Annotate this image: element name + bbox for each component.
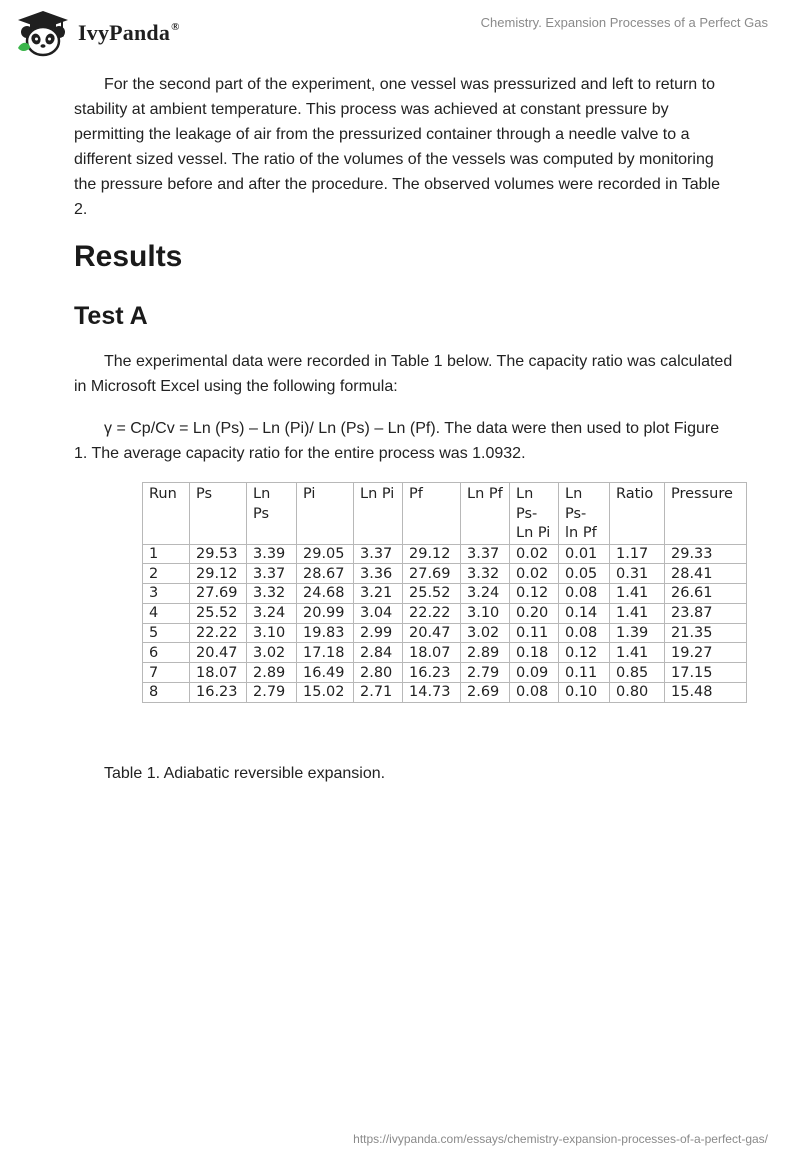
table-cell: 25.52 <box>190 603 247 623</box>
table-row <box>143 623 747 643</box>
column-header: Pi <box>297 483 354 545</box>
table-cell: 1.41 <box>610 643 665 663</box>
table-cell: 28.41 <box>665 564 747 584</box>
table-cell: 1 <box>143 544 190 564</box>
table-cell: 2.79 <box>247 683 297 703</box>
table-cell: 16.23 <box>403 663 461 683</box>
table-cell: 0.08 <box>510 683 559 703</box>
table-cell: 0.12 <box>510 584 559 604</box>
expansion-data-table <box>142 482 747 703</box>
table-cell: 0.02 <box>510 564 559 584</box>
table-cell: 0.12 <box>559 643 610 663</box>
table-cell: 2.79 <box>461 663 510 683</box>
document-title: Chemistry. Expansion Processes of a Perfect Gas <box>480 15 768 30</box>
page-header <box>0 0 800 70</box>
table-cell: 29.12 <box>190 564 247 584</box>
table-cell: 17.15 <box>665 663 747 683</box>
table-cell: 0.31 <box>610 564 665 584</box>
source-url[interactable]: https://ivypanda.com/essays/chemistry-expansion-processes-of-a-perfect-gas/ <box>353 1132 768 1146</box>
table-caption: Table 1. Adiabatic reversible expansion. <box>104 765 386 782</box>
table-cell: 15.48 <box>665 683 747 703</box>
table-cell: 0.08 <box>559 623 610 643</box>
table-cell: 3.24 <box>461 584 510 604</box>
table-cell: 29.05 <box>297 544 354 564</box>
test-a-heading: Test A <box>74 302 148 330</box>
table-cell: 22.22 <box>403 603 461 623</box>
column-header: Ln Ps- ln Pf <box>559 483 610 545</box>
table-cell: 3.24 <box>247 603 297 623</box>
table-cell: 19.27 <box>665 643 747 663</box>
table-cell: 14.73 <box>403 683 461 703</box>
table-cell: 4 <box>143 603 190 623</box>
table-cell: 2.71 <box>354 683 403 703</box>
table-cell: 2.99 <box>354 623 403 643</box>
table-cell: 19.83 <box>297 623 354 643</box>
table-cell: 3.10 <box>247 623 297 643</box>
table-cell: 1.41 <box>610 603 665 623</box>
table-cell: 20.47 <box>190 643 247 663</box>
table-header-row <box>143 483 747 545</box>
table-cell: 1.17 <box>610 544 665 564</box>
table-cell: 0.11 <box>559 663 610 683</box>
table-cell: 0.05 <box>559 564 610 584</box>
table-cell: 0.14 <box>559 603 610 623</box>
table-cell: 29.33 <box>665 544 747 564</box>
table-cell: 29.53 <box>190 544 247 564</box>
table-cell: 3 <box>143 584 190 604</box>
column-header: Run <box>143 483 190 545</box>
table-cell: 26.61 <box>665 584 747 604</box>
column-header: Ln Ps <box>247 483 297 545</box>
table-cell: 0.20 <box>510 603 559 623</box>
table-cell: 3.36 <box>354 564 403 584</box>
brand-logo[interactable] <box>14 8 180 58</box>
table-cell: 15.02 <box>297 683 354 703</box>
table-cell: 5 <box>143 623 190 643</box>
table-cell: 29.12 <box>403 544 461 564</box>
table-cell: 25.52 <box>403 584 461 604</box>
table-cell: 27.69 <box>190 584 247 604</box>
table-cell: 3.10 <box>461 603 510 623</box>
table-cell: 6 <box>143 643 190 663</box>
table-cell: 3.32 <box>461 564 510 584</box>
table-cell: 3.39 <box>247 544 297 564</box>
table-cell: 3.02 <box>461 623 510 643</box>
table-cell: 0.01 <box>559 544 610 564</box>
table-row <box>143 683 747 703</box>
table-cell: 23.87 <box>665 603 747 623</box>
table-cell: 21.35 <box>665 623 747 643</box>
table-cell: 3.37 <box>461 544 510 564</box>
column-header: Ln Ps- Ln Pi <box>510 483 559 545</box>
table-cell: 20.47 <box>403 623 461 643</box>
intro-paragraph: For the second part of the experiment, one vessel was pressurized and left to return to stability at ambient temperature. This process was achieved at constant pressure by permitting the leakage of air from the pressurized container through a needle valve to a different sized vessel. The ratio of the volumes of the vessels was computed by monitoring the pressure before and after the procedure. The observed volumes were recorded in Table 2. <box>74 76 721 218</box>
table-cell: 2.89 <box>247 663 297 683</box>
table-cell: 0.02 <box>510 544 559 564</box>
table-cell: 3.37 <box>354 544 403 564</box>
table-cell: 1.39 <box>610 623 665 643</box>
table-cell: 3.32 <box>247 584 297 604</box>
table-cell: 0.18 <box>510 643 559 663</box>
table-cell: 3.04 <box>354 603 403 623</box>
table-cell: 20.99 <box>297 603 354 623</box>
table-cell: 16.23 <box>190 683 247 703</box>
table-cell: 0.10 <box>559 683 610 703</box>
table-row <box>143 603 747 623</box>
table-cell: 3.21 <box>354 584 403 604</box>
table-cell: 17.18 <box>297 643 354 663</box>
table-cell: 28.67 <box>297 564 354 584</box>
table-cell: 0.09 <box>510 663 559 683</box>
table-row <box>143 643 747 663</box>
table-cell: 1.41 <box>610 584 665 604</box>
paragraph-experimental-data: The experimental data were recorded in Table 1 below. The capacity ratio was calculated in Microsoft Excel using the following formula: <box>74 353 733 395</box>
table-cell: 2.69 <box>461 683 510 703</box>
table-cell: 18.07 <box>190 663 247 683</box>
table-row <box>143 544 747 564</box>
results-heading: Results <box>74 240 183 273</box>
table-cell: 24.68 <box>297 584 354 604</box>
table-cell: 7 <box>143 663 190 683</box>
table-cell: 3.37 <box>247 564 297 584</box>
panda-graduate-icon <box>14 8 72 58</box>
table-cell: 18.07 <box>403 643 461 663</box>
table-cell: 16.49 <box>297 663 354 683</box>
table-row <box>143 564 747 584</box>
column-header: Ln Pf <box>461 483 510 545</box>
paragraph-formula: γ = Cp/Cv = Ln (Ps) – Ln (Pi)/ Ln (Ps) – Ln (Pf). The data were then used to plot Figure 1. The average capacity ratio for the entire process was 1.0932. <box>74 420 720 462</box>
brand-name: IvyPanda® <box>78 20 180 45</box>
column-header: Ps <box>190 483 247 545</box>
table-cell: 3.02 <box>247 643 297 663</box>
column-header: Ratio <box>610 483 665 545</box>
table-cell: 2 <box>143 564 190 584</box>
table-row <box>143 663 747 683</box>
table-body <box>143 544 747 702</box>
table-cell: 8 <box>143 683 190 703</box>
table-cell: 2.89 <box>461 643 510 663</box>
column-header: Pf <box>403 483 461 545</box>
table-cell: 0.85 <box>610 663 665 683</box>
table-cell: 0.11 <box>510 623 559 643</box>
column-header: Ln Pi <box>354 483 403 545</box>
table-cell: 0.08 <box>559 584 610 604</box>
column-header: Pressure <box>665 483 747 545</box>
table-cell: 22.22 <box>190 623 247 643</box>
table-cell: 27.69 <box>403 564 461 584</box>
table-row <box>143 584 747 604</box>
table-cell: 2.84 <box>354 643 403 663</box>
table-cell: 0.80 <box>610 683 665 703</box>
table-cell: 2.80 <box>354 663 403 683</box>
